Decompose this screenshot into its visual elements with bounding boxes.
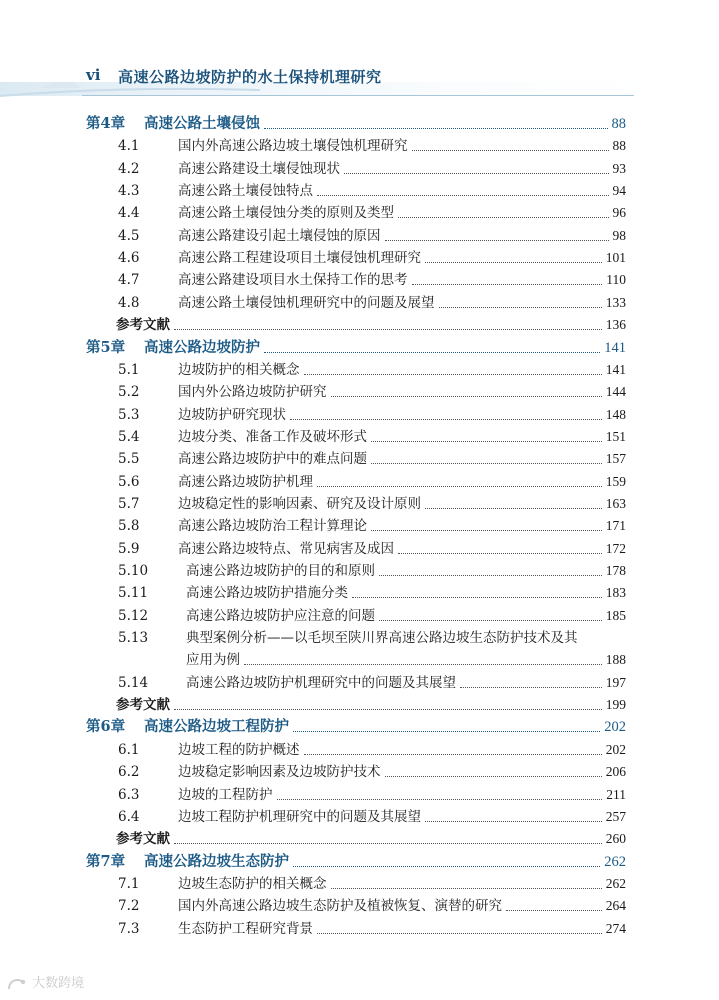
toc-section-title: 高速公路边坡防护机理 xyxy=(178,473,313,490)
toc-section-number: 4.8 xyxy=(118,294,140,311)
toc-page-number: 98 xyxy=(612,227,626,243)
toc-entry xyxy=(86,560,626,582)
toc-page-number: 144 xyxy=(605,384,626,400)
toc-page-number: 141 xyxy=(605,361,626,377)
toc-section-title: 国内外高速公路边坡土壤侵蚀机理研究 xyxy=(178,138,408,155)
toc-section-number: 5.8 xyxy=(118,518,140,535)
toc-section-number: 6.3 xyxy=(118,786,140,803)
toc-page-number: 88 xyxy=(612,138,626,154)
toc-entry xyxy=(86,739,626,761)
toc-section-title: 高速公路边坡防护应注意的问题 xyxy=(186,607,375,624)
toc-entry xyxy=(86,538,626,560)
toc-section-number: 4.6 xyxy=(118,250,140,267)
toc-entry xyxy=(86,761,626,783)
toc-dot-leader xyxy=(506,910,602,911)
toc-section-title: 高速公路边坡防护措施分类 xyxy=(186,585,348,602)
toc-page-number: 262 xyxy=(605,875,626,891)
toc-chapter-entry xyxy=(86,716,626,738)
toc-dot-leader xyxy=(304,754,602,755)
toc-section-title: 高速公路土壤侵蚀机理研究中的问题及展望 xyxy=(178,294,435,311)
toc-entry xyxy=(86,493,626,515)
toc-page-number: 202 xyxy=(605,741,626,757)
toc-dot-leader xyxy=(412,150,609,151)
toc-entry xyxy=(86,471,626,493)
toc-section-number: 5.10 xyxy=(118,563,149,579)
toc-page-number: 183 xyxy=(605,585,626,601)
toc-section-title: 边坡工程防护机理研究中的问题及其展望 xyxy=(178,808,421,825)
toc-section-title: 边坡稳定性的影响因素、研究及设计原则 xyxy=(178,495,421,512)
toc-section-number: 5.5 xyxy=(118,451,140,468)
toc-page-number: 260 xyxy=(605,831,626,847)
toc-section-title: 高速公路边坡特点、常见病害及成因 xyxy=(178,540,394,557)
toc-chapter-title: 高速公路边坡生态防护 xyxy=(144,852,289,870)
toc-dot-leader xyxy=(425,508,602,509)
toc-page-number: 163 xyxy=(605,495,626,511)
toc-dot-leader xyxy=(331,396,602,397)
toc-dot-leader xyxy=(425,821,602,822)
toc-section-title: 高速公路边坡防护中的难点问题 xyxy=(178,451,367,468)
toc-dot-leader xyxy=(293,866,600,867)
toc-section-number: 4.4 xyxy=(118,205,140,222)
toc-dot-leader xyxy=(317,195,609,196)
toc-entry xyxy=(86,605,626,627)
toc-chapter-number: 第7章 xyxy=(86,852,126,870)
toc-entry xyxy=(86,359,626,381)
toc-section-title: 高速公路建设项目水土保持工作的思考 xyxy=(178,272,408,289)
toc-section-number: 7.2 xyxy=(118,898,140,915)
toc-page-number: 94 xyxy=(612,183,626,199)
toc-section-number: 6.1 xyxy=(118,741,140,758)
toc-dot-leader xyxy=(174,843,602,844)
toc-dot-leader xyxy=(385,776,602,777)
watermark-logo-icon xyxy=(6,976,28,992)
toc-section-number: 5.6 xyxy=(118,473,140,490)
toc-section-title: 高速公路边坡防护机理研究中的问题及其展望 xyxy=(186,674,456,691)
toc-entry xyxy=(86,784,626,806)
toc-page-number: 188 xyxy=(605,652,626,668)
toc-section-number: 4.2 xyxy=(118,160,140,177)
toc-entry xyxy=(86,672,626,694)
toc-page-number: 148 xyxy=(605,406,626,422)
toc-page-number: 157 xyxy=(605,451,626,467)
toc-page-number: 178 xyxy=(605,563,626,578)
toc-entry xyxy=(86,292,626,314)
page-header xyxy=(0,0,719,104)
toc-section-number: 5.11 xyxy=(118,585,149,602)
toc-dot-leader xyxy=(304,374,602,375)
toc-section-number: 5.13 xyxy=(118,630,149,647)
toc-page-number: 96 xyxy=(612,205,626,221)
toc-page-number: 202 xyxy=(604,719,626,736)
toc-section-title: 高速公路土壤侵蚀特点 xyxy=(178,183,313,200)
toc-section-number: 5.1 xyxy=(118,361,140,378)
toc-section-number: 5.14 xyxy=(118,674,149,691)
toc-chapter-number: 第5章 xyxy=(86,338,126,356)
toc-section-number: 7.1 xyxy=(118,875,140,892)
toc-section-title: 边坡稳定影响因素及边坡防护技术 xyxy=(178,764,381,781)
toc-section-number: 5.7 xyxy=(118,495,140,512)
toc-dot-leader xyxy=(174,329,602,330)
toc-page-number: 185 xyxy=(605,607,626,623)
toc-dot-leader xyxy=(264,128,608,129)
toc-page-number: 262 xyxy=(604,853,626,870)
toc-page-number: 110 xyxy=(606,272,626,288)
toc-entry xyxy=(86,404,626,426)
toc-dot-leader xyxy=(439,307,602,308)
toc-dot-leader xyxy=(379,620,602,621)
toc-page-number: 199 xyxy=(605,697,626,713)
toc-dot-leader xyxy=(317,486,602,487)
toc-section-number: 5.4 xyxy=(118,428,140,445)
toc-entry xyxy=(86,873,626,895)
toc-section-title: 边坡防护的相关概念 xyxy=(178,361,300,378)
toc-chapter-number: 第6章 xyxy=(86,718,126,736)
watermark xyxy=(6,972,84,992)
toc-page-number: 93 xyxy=(612,160,626,176)
toc-dot-leader xyxy=(371,441,602,442)
toc-dot-leader xyxy=(379,575,602,576)
toc-chapter-entry xyxy=(86,337,626,359)
toc-references-title: 参考文献 xyxy=(116,831,170,848)
toc-section-title: 边坡的工程防护 xyxy=(178,786,273,803)
toc-page-number: 264 xyxy=(605,898,626,914)
toc-section-title-cont: 应用为例 xyxy=(186,652,240,669)
toc-section-title: 边坡分类、准备工作及破坏形式 xyxy=(178,428,367,445)
toc-chapter-entry xyxy=(86,851,626,873)
toc-references-entry xyxy=(86,314,626,336)
toc-section-number: 5.2 xyxy=(118,384,140,401)
toc-section-title: 典型案例分析——以毛坝至陕川界高速公路边坡生态防护技术及其 xyxy=(186,630,578,647)
toc-references-title: 参考文献 xyxy=(116,317,170,334)
toc-dot-leader xyxy=(344,173,609,174)
toc-entry xyxy=(86,158,626,180)
toc-references-entry xyxy=(86,828,626,850)
toc-section-title: 高速公路工程建设项目土壤侵蚀机理研究 xyxy=(178,250,421,267)
toc-page-number: 101 xyxy=(605,250,626,266)
toc-dot-leader xyxy=(244,664,602,665)
toc-chapter-title: 高速公路边坡工程防护 xyxy=(144,718,289,736)
toc-entry xyxy=(86,895,626,917)
toc-section-title: 高速公路建设土壤侵蚀现状 xyxy=(178,160,340,177)
toc-chapter-entry xyxy=(86,113,626,135)
toc-dot-leader xyxy=(460,687,602,688)
toc-chapter-number: 第4章 xyxy=(86,115,126,132)
toc-dot-leader xyxy=(398,553,602,554)
toc-section-number: 5.3 xyxy=(118,406,140,423)
toc-chapter-title: 高速公路边坡防护 xyxy=(144,338,260,356)
toc-entry xyxy=(86,202,626,224)
toc-section-number: 4.7 xyxy=(118,272,140,289)
toc-dot-leader xyxy=(398,217,609,218)
toc-section-number: 6.4 xyxy=(118,808,140,825)
toc-dot-leader xyxy=(371,463,602,464)
toc-dot-leader xyxy=(293,731,600,732)
header-rule xyxy=(82,95,634,96)
toc-entry xyxy=(86,381,626,403)
toc-references-title: 参考文献 xyxy=(116,697,170,714)
toc-page-number: 171 xyxy=(605,518,626,534)
toc-dot-leader xyxy=(277,799,603,800)
toc-dot-leader xyxy=(352,597,602,598)
toc-page-number: 133 xyxy=(605,294,626,310)
toc-page-number: 159 xyxy=(605,473,626,489)
toc-dot-leader xyxy=(412,284,603,285)
toc-page-number: 274 xyxy=(605,920,626,936)
toc-dot-leader xyxy=(317,933,602,934)
toc-page-number: 88 xyxy=(611,116,626,132)
toc-entry-continuation xyxy=(86,649,626,671)
toc-dot-leader xyxy=(385,240,609,241)
toc-page-number: 211 xyxy=(606,786,626,802)
toc-page-number: 151 xyxy=(605,428,626,444)
toc-page-number: 172 xyxy=(605,540,626,556)
toc-section-title: 高速公路边坡防治工程计算理论 xyxy=(178,518,367,535)
toc-page-number: 136 xyxy=(605,317,626,333)
toc-entry xyxy=(86,247,626,269)
toc-entry xyxy=(86,180,626,202)
toc-section-title: 高速公路边坡防护的目的和原则 xyxy=(186,563,375,579)
toc-entry xyxy=(86,627,626,649)
watermark-text: 大数跨境 xyxy=(32,976,85,991)
toc-dot-leader xyxy=(174,709,602,710)
toc-dot-leader xyxy=(264,352,600,353)
toc-entry xyxy=(86,225,626,247)
toc-chapter-title: 高速公路土壤侵蚀 xyxy=(144,115,260,132)
running-head-title: 高速公路边坡防护的水土保持机理研究 xyxy=(118,68,382,86)
toc-entry xyxy=(86,582,626,604)
toc-entry xyxy=(86,448,626,470)
toc-page-number: 197 xyxy=(605,674,626,690)
toc-section-number: 7.3 xyxy=(118,920,140,937)
toc-section-number: 5.9 xyxy=(118,540,140,557)
toc-section-title: 生态防护工程研究背景 xyxy=(178,920,313,937)
toc-entry xyxy=(86,426,626,448)
toc-entry xyxy=(86,135,626,157)
toc-section-number: 5.12 xyxy=(118,607,149,624)
toc-entry xyxy=(86,918,626,940)
toc-section-number: 4.5 xyxy=(118,227,140,244)
toc-entry xyxy=(86,269,626,291)
toc-entry xyxy=(86,806,626,828)
toc-section-number: 4.3 xyxy=(118,183,140,200)
toc-section-title: 国内外高速公路边坡生态防护及植被恢复、演替的研究 xyxy=(178,898,502,915)
toc-section-title: 边坡防护研究现状 xyxy=(178,406,286,423)
toc-entry xyxy=(86,515,626,537)
toc-section-title: 高速公路土壤侵蚀分类的原则及类型 xyxy=(178,205,394,222)
toc-section-number: 6.2 xyxy=(118,764,140,781)
toc-page-number: 257 xyxy=(605,808,626,824)
toc-section-title: 边坡生态防护的相关概念 xyxy=(178,875,327,892)
toc-page-number: 141 xyxy=(604,339,626,356)
toc-page-number: 206 xyxy=(605,764,626,780)
toc-dot-leader xyxy=(290,419,602,420)
toc-section-title: 国内外公路边坡防护研究 xyxy=(178,384,327,401)
toc-section-title: 边坡工程的防护概述 xyxy=(178,741,300,758)
toc-section-title: 高速公路建设引起土壤侵蚀的原因 xyxy=(178,227,381,244)
toc-dot-leader xyxy=(425,262,602,263)
page-number-roman: vi xyxy=(86,66,101,84)
toc-section-number: 4.1 xyxy=(118,138,140,155)
toc-dot-leader xyxy=(371,530,602,531)
toc-references-entry xyxy=(86,694,626,716)
toc-dot-leader xyxy=(331,888,602,889)
